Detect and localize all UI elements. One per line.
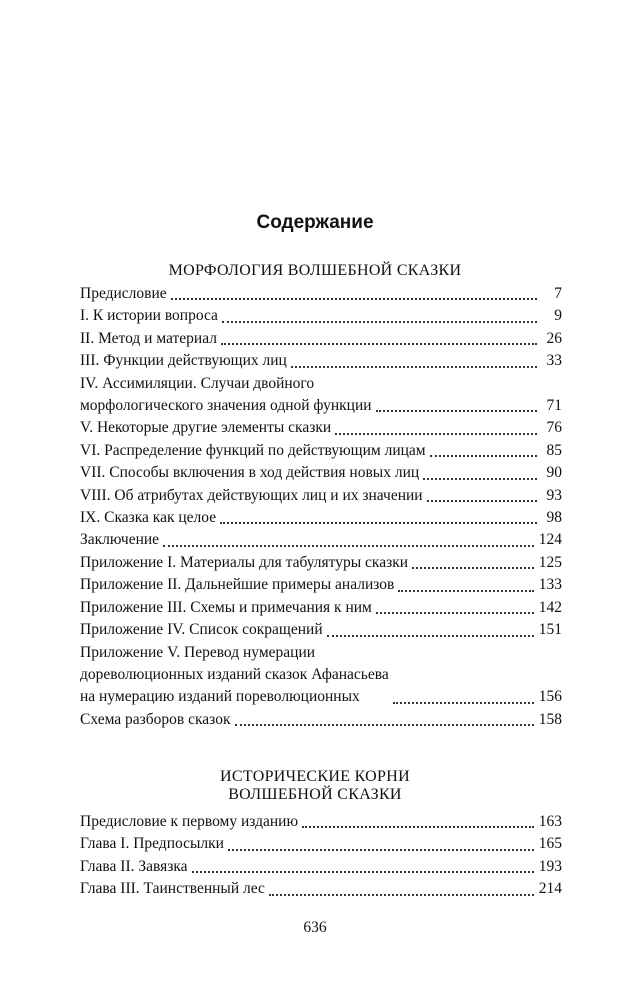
toc-entry-title: I. К истории вопроса (80, 307, 218, 325)
dot-leader (376, 612, 534, 614)
section-heading-historical-roots: ИСТОРИЧЕСКИЕ КОРНИ ВОЛШЕБНОЙ СКАЗКИ (220, 768, 410, 803)
toc-entry[interactable] (80, 619, 562, 641)
toc-entry-title: Приложение I. Материалы для табулятуры сказки (80, 553, 409, 571)
toc-entry[interactable] (80, 709, 562, 731)
toc-entry[interactable] (80, 856, 562, 878)
toc-entry[interactable] (80, 350, 562, 372)
page-number: 636 (303, 919, 327, 936)
dot-leader (228, 849, 534, 851)
toc-entry-title: VI. Распределение функций по действующим лицам (80, 441, 426, 459)
toc-entry-title: IV. Ассимиляции. Случаи двойного морфологического значения одной функции (80, 374, 372, 415)
dot-leader (327, 635, 534, 637)
toc-entry-title: Глава II. Завязка (80, 857, 188, 875)
dot-leader (302, 826, 534, 828)
toc-entry-title: Приложение V. Перевод нумерации дореволюционных изданий сказок Афанасьева на нумерацию изданий пореволюционных (80, 643, 389, 706)
toc-entry-title: Глава III. Таинственный лес (80, 880, 265, 898)
toc-entry[interactable] (80, 574, 562, 596)
toc-entry-page: 26 (546, 329, 562, 347)
dot-leader (335, 433, 537, 435)
dot-leader (427, 500, 537, 502)
toc-entry-page: 165 (538, 835, 562, 853)
toc-entry-page: 214 (538, 880, 562, 898)
toc-entry[interactable] (80, 642, 562, 709)
dot-leader (291, 366, 537, 368)
toc-entry[interactable] (80, 462, 562, 484)
dot-leader (423, 478, 537, 480)
toc-entry[interactable] (80, 373, 562, 418)
toc-entry-page: 98 (546, 509, 562, 527)
toc-entry[interactable] (80, 440, 562, 462)
toc-entry-page: 124 (538, 531, 562, 549)
toc-entry[interactable] (80, 328, 562, 350)
dot-leader (393, 702, 534, 704)
toc-entry-title: III. Функции действующих лиц (80, 352, 287, 370)
toc-entry[interactable] (80, 552, 562, 574)
toc-entry-title: Предисловие к первому изданию (80, 813, 299, 830)
dot-leader (430, 455, 537, 457)
toc-entry-page: 85 (546, 441, 562, 459)
toc-entry-page: 133 (538, 576, 562, 594)
toc-entry-page: 125 (538, 553, 562, 571)
toc-entry-page: 142 (538, 598, 562, 616)
toc-entry-page: 33 (546, 352, 562, 370)
toc-entry[interactable] (80, 833, 562, 855)
dot-leader (269, 894, 534, 896)
toc-entry-page: 76 (546, 419, 562, 437)
toc-entry[interactable] (80, 811, 562, 833)
toc-entry-title: Приложение III. Схемы и примечания к ним (80, 598, 372, 616)
toc-entry[interactable] (80, 529, 562, 551)
dot-leader (163, 545, 534, 547)
toc-entry[interactable] (80, 417, 562, 439)
dot-leader (398, 590, 533, 592)
toc-entry-title: VII. Способы включения в ход действия новых лиц (80, 464, 420, 482)
section-heading-morphology: МОРФОЛОГИЯ ВОЛШЕБНОЙ СКАЗКИ (168, 262, 462, 279)
toc-entry-title: Предисловие (80, 285, 167, 302)
toc-list-historical-roots (80, 811, 562, 901)
toc-entry-page: 163 (538, 813, 562, 830)
toc-entry-title: Глава I. Предпосылки (80, 835, 224, 853)
dot-leader (376, 410, 537, 412)
toc-entry-title: Схема разборов сказок (80, 710, 231, 728)
toc-entry[interactable] (80, 597, 562, 619)
toc-entry-page: 9 (554, 307, 562, 325)
toc-entry[interactable] (80, 485, 562, 507)
toc-entry-title: II. Метод и материал (80, 329, 217, 347)
toc-entry-title: IX. Сказка как целое (80, 509, 217, 527)
toc-entry[interactable] (80, 507, 562, 529)
toc-entry-title: Заключение (80, 531, 160, 549)
toc-list-morphology (80, 283, 562, 731)
toc-entry-page: 90 (546, 464, 562, 482)
toc-entry-page: 193 (538, 857, 562, 875)
toc-entry[interactable] (80, 305, 562, 327)
toc-entry-title: Приложение II. Дальнейшие примеры анализов (80, 576, 395, 594)
toc-entry-title: VIII. Об атрибутах действующих лиц и их значении (80, 486, 423, 504)
toc-entry-title: Приложение IV. Список сокращений (80, 621, 323, 639)
toc-entry-page: 158 (538, 710, 562, 728)
toc-entry[interactable] (80, 283, 562, 305)
dot-leader (222, 321, 537, 323)
toc-entry-page: 151 (538, 621, 562, 639)
toc-entry-page: 7 (554, 285, 562, 302)
toc-entry-page: 71 (546, 397, 562, 415)
dot-leader (235, 724, 534, 726)
toc-entry-page: 156 (538, 688, 562, 706)
page-title: Содержание (256, 212, 374, 233)
dot-leader (221, 343, 537, 345)
dot-leader (192, 871, 534, 873)
toc-entry-page: 93 (546, 486, 562, 504)
toc-entry-title: V. Некоторые другие элементы сказки (80, 419, 332, 437)
toc-entry[interactable] (80, 878, 562, 900)
dot-leader (220, 522, 537, 524)
dot-leader (412, 567, 534, 569)
dot-leader (171, 298, 537, 300)
